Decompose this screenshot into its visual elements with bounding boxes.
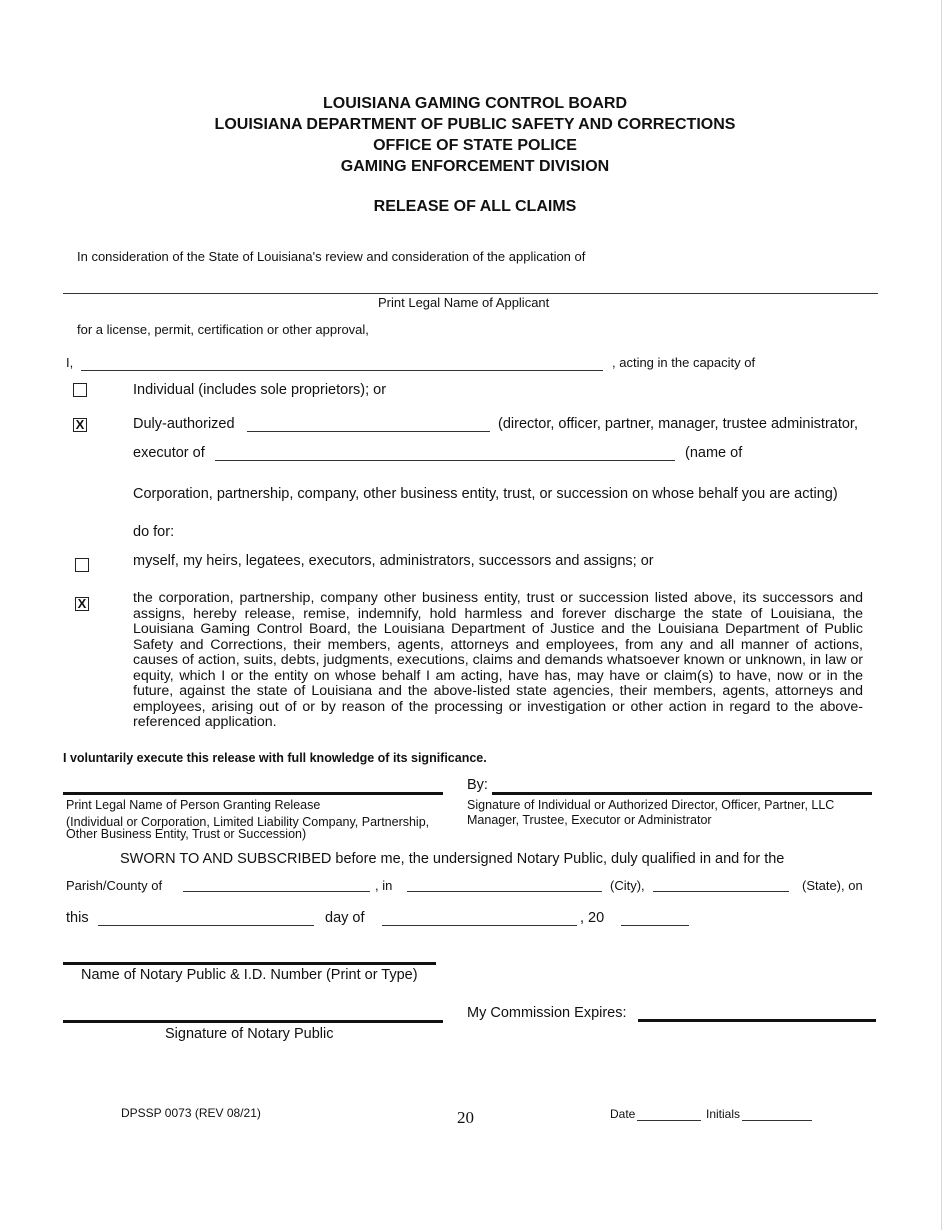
individual-label: Individual (includes sole proprietors); or <box>133 382 387 398</box>
initials-label: Initials <box>706 1107 741 1121</box>
name-of-label: (name of <box>685 445 743 461</box>
license-text: for a license, permit, certification or other approval, <box>77 322 369 337</box>
authorized-checkbox[interactable]: X <box>73 418 87 432</box>
signer-label-1: Signature of Individual or Authorized Director, Officer, Partner, LLC <box>467 798 835 812</box>
this-label: this <box>66 910 89 926</box>
myself-label: myself, my heirs, legatees, executors, administrators, successors and assigns; or <box>133 553 654 569</box>
commission-label: My Commission Expires: <box>467 1005 627 1021</box>
day-field[interactable] <box>98 925 314 926</box>
city-label: (City), <box>610 878 645 893</box>
day-of-label: day of <box>325 910 365 926</box>
state-label: (State), on <box>802 878 863 893</box>
page-number: 20 <box>457 1108 474 1127</box>
by-label: By: <box>467 777 488 793</box>
grantor-name-label: Print Legal Name of Person Granting Release <box>66 798 321 812</box>
corporation-checkbox[interactable]: X <box>75 597 89 611</box>
year-field[interactable] <box>621 925 689 926</box>
sworn-statement: SWORN TO AND SUBSCRIBED before me, the undersigned Notary Public, duly qualified in and for the <box>120 851 785 867</box>
title-field[interactable] <box>247 431 490 432</box>
voluntary-statement: I voluntarily execute this release with full knowledge of its significance. <box>63 751 487 765</box>
your-name-field[interactable] <box>81 370 603 371</box>
executor-of-label: executor of <box>133 445 205 461</box>
grantor-sub-1: (Individual or Corporation, Limited Liability Company, Partnership, <box>66 815 430 829</box>
form-title: RELEASE OF ALL CLAIMS <box>373 198 577 215</box>
in-label: , in <box>375 878 393 893</box>
parish-field[interactable] <box>183 891 370 892</box>
form-id: DPSSP 0073 (REV 08/21) <box>121 1106 261 1120</box>
parish-label: Parish/County of <box>66 878 163 893</box>
date-field[interactable] <box>637 1120 701 1121</box>
signer-signature-field[interactable] <box>492 792 872 795</box>
header-line-4: GAMING ENFORCEMENT DIVISION <box>340 158 610 175</box>
grantor-name-field[interactable] <box>63 792 443 795</box>
date-label: Date <box>610 1107 636 1121</box>
i-prefix: I, <box>66 355 74 370</box>
state-field[interactable] <box>653 891 789 892</box>
header-line-2: LOUISIANA DEPARTMENT OF PUBLIC SAFETY AND CORRECTIONS <box>214 116 736 133</box>
consideration-text: In consideration of the State of Louisiana's review and consideration of the application of <box>77 249 586 264</box>
entity-name-field[interactable] <box>215 460 675 461</box>
notary-name-label: Name of Notary Public & I.D. Number (Print or Type) <box>81 967 418 983</box>
month-field[interactable] <box>382 925 577 926</box>
individual-checkbox[interactable] <box>73 383 87 397</box>
year-label: , 20 <box>580 910 605 926</box>
city-field[interactable] <box>407 891 602 892</box>
notary-signature-field[interactable] <box>63 1020 443 1023</box>
roles-label: (director, officer, partner, manager, trustee administrator, <box>498 416 858 432</box>
capacity-text: , acting in the capacity of <box>612 355 756 370</box>
authorized-label: Duly-authorized <box>133 416 235 432</box>
header-line-3: OFFICE OF STATE POLICE <box>373 137 577 154</box>
signer-label-2: Manager, Trustee, Executor or Administrator <box>467 813 712 827</box>
notary-signature-label: Signature of Notary Public <box>165 1026 334 1042</box>
notary-name-field[interactable] <box>63 962 436 965</box>
page-edge <box>941 0 942 1230</box>
entity-description: Corporation, partnership, company, other business entity, trust, or succession on whose behalf you are acting) <box>133 486 838 502</box>
applicant-name-field[interactable] <box>63 293 878 294</box>
applicant-name-label: Print Legal Name of Applicant <box>378 295 550 310</box>
initials-field[interactable] <box>742 1120 812 1121</box>
grantor-sub-2: Other Business Entity, Trust or Succession) <box>66 827 307 841</box>
myself-checkbox[interactable] <box>75 558 89 572</box>
release-paragraph: the corporation, partnership, company other business entity, trust or succession listed above, its successors and assigns, hereby release, remise, indemnify, hold harmless and forever discharge the state of Louisiana, the Louisiana Gaming Control Board, the Louisiana Department of Justice and the Louisiana Department of Public Safety and Corrections, their members, agents, attorneys and employees, from any and all manner of actions, causes of action, suits, debts, judgments, executions, claims and demands whatsoever known or unknown, in law or equity, which I or the entity on whose behalf I am acting, have has, may have or claim(s) to have, now or in the future, against the state of Louisiana and the above-listed state agencies, their members, agents, attorneys and employees, arising out of or by reason of the processing or investigation or other action in regard to the above-referenced application. <box>133 590 863 730</box>
do-for-label: do for: <box>133 524 175 540</box>
header-line-1: LOUISIANA GAMING CONTROL BOARD <box>323 95 627 112</box>
commission-field[interactable] <box>638 1019 876 1022</box>
